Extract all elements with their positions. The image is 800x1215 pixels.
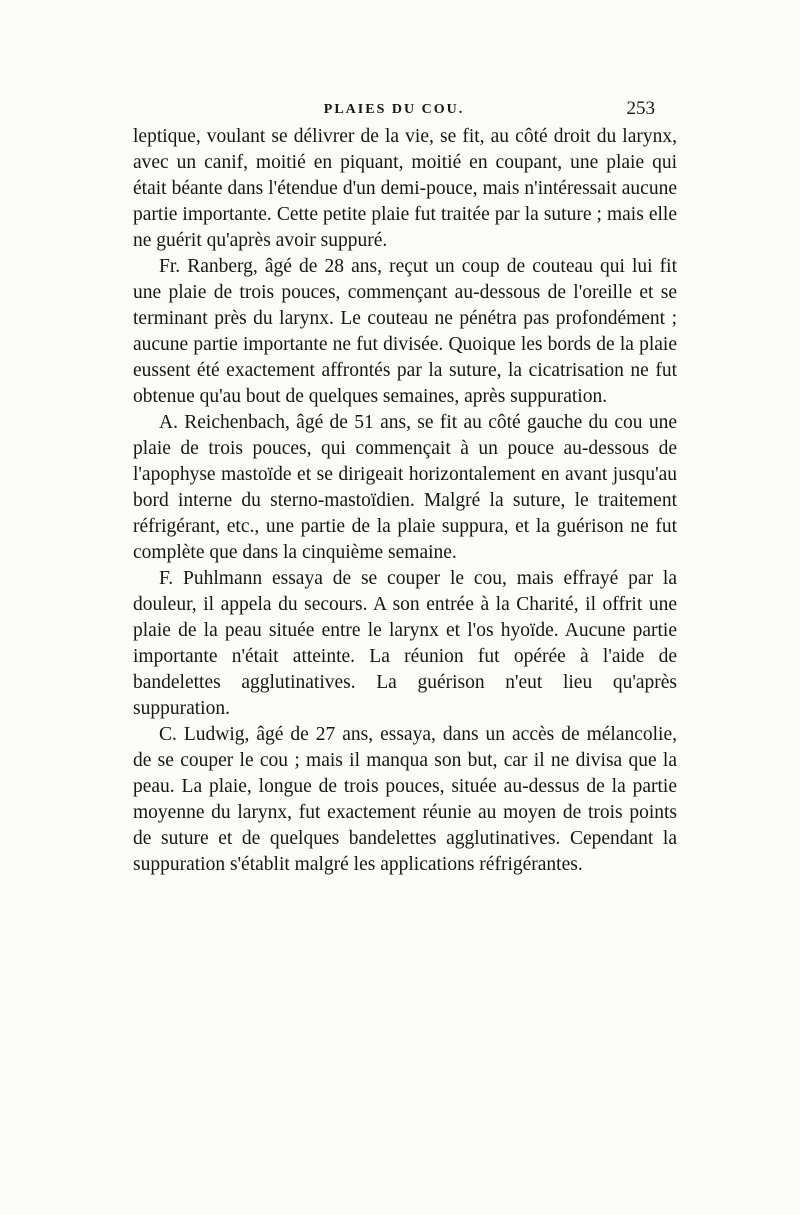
paragraph-reichenbach: A. Reichenbach, âgé de 51 ans, se fit au côté gauche du cou une plaie de trois pouces, qui commençait à un pouce au-dessous de l'apophyse mastoïde et se dirigeait horizontalement en avant jusqu'au bord interne du sterno-mastoïdien. Malgré la suture, le traitement réfrigérant, etc., une partie de la plaie suppura, et la guérison ne fut complète que dans la cinquième semaine. xyxy=(133,412,677,563)
page-header xyxy=(133,96,655,124)
paragraph-puhlmann: F. Puhlmann essaya de se couper le cou, mais effrayé par la douleur, il appela du secours. A son entrée à la Charité, il offrit une plaie de la peau située entre le larynx et l'os hyoïde. Aucune partie importante n'était atteinte. La réunion fut opérée à l'aide de bandelettes agglutinatives. La guérison n'eut lieu qu'après suppuration. xyxy=(133,568,677,719)
paragraph-ranberg: Fr. Ranberg, âgé de 28 ans, reçut un coup de couteau qui lui fit une plaie de trois pouces, commençant au-dessous de l'oreille et se terminant près du larynx. Le couteau ne pénétra pas profondément ; aucune partie importante ne fut divisée. Quoique les bords de la plaie eussent été exactement affrontés par la suture, la cicatrisation ne fut obtenue qu'au bout de quelques semaines, après suppuration. xyxy=(133,256,677,407)
running-head: PLAIES DU COU. xyxy=(323,102,465,117)
paragraph-ludwig: C. Ludwig, âgé de 27 ans, essaya, dans un accès de mélancolie, de se couper le cou ; mais il manqua son but, car il ne divisa que la peau. La plaie, longue de trois pouces, située au-dessus de la partie moyenne du larynx, fut exactement réunie au moyen de trois points de suture et de quelques bandelettes agglutinatives. Cependant la suppuration s'établit malgré les applications réfrigérantes. xyxy=(133,724,677,875)
page-number: 253 xyxy=(626,98,655,119)
body-text xyxy=(133,124,677,878)
paragraph-continued: leptique, voulant se délivrer de la vie, se fit, au côté droit du larynx, avec un canif, moitié en piquant, moitié en coupant, une plaie qui était béante dans l'étendue d'un demi-pouce, mais n'intéressait aucune partie importante. Cette petite plaie fut traitée par la suture ; mais elle ne guérit qu'après avoir suppuré. xyxy=(133,126,677,251)
